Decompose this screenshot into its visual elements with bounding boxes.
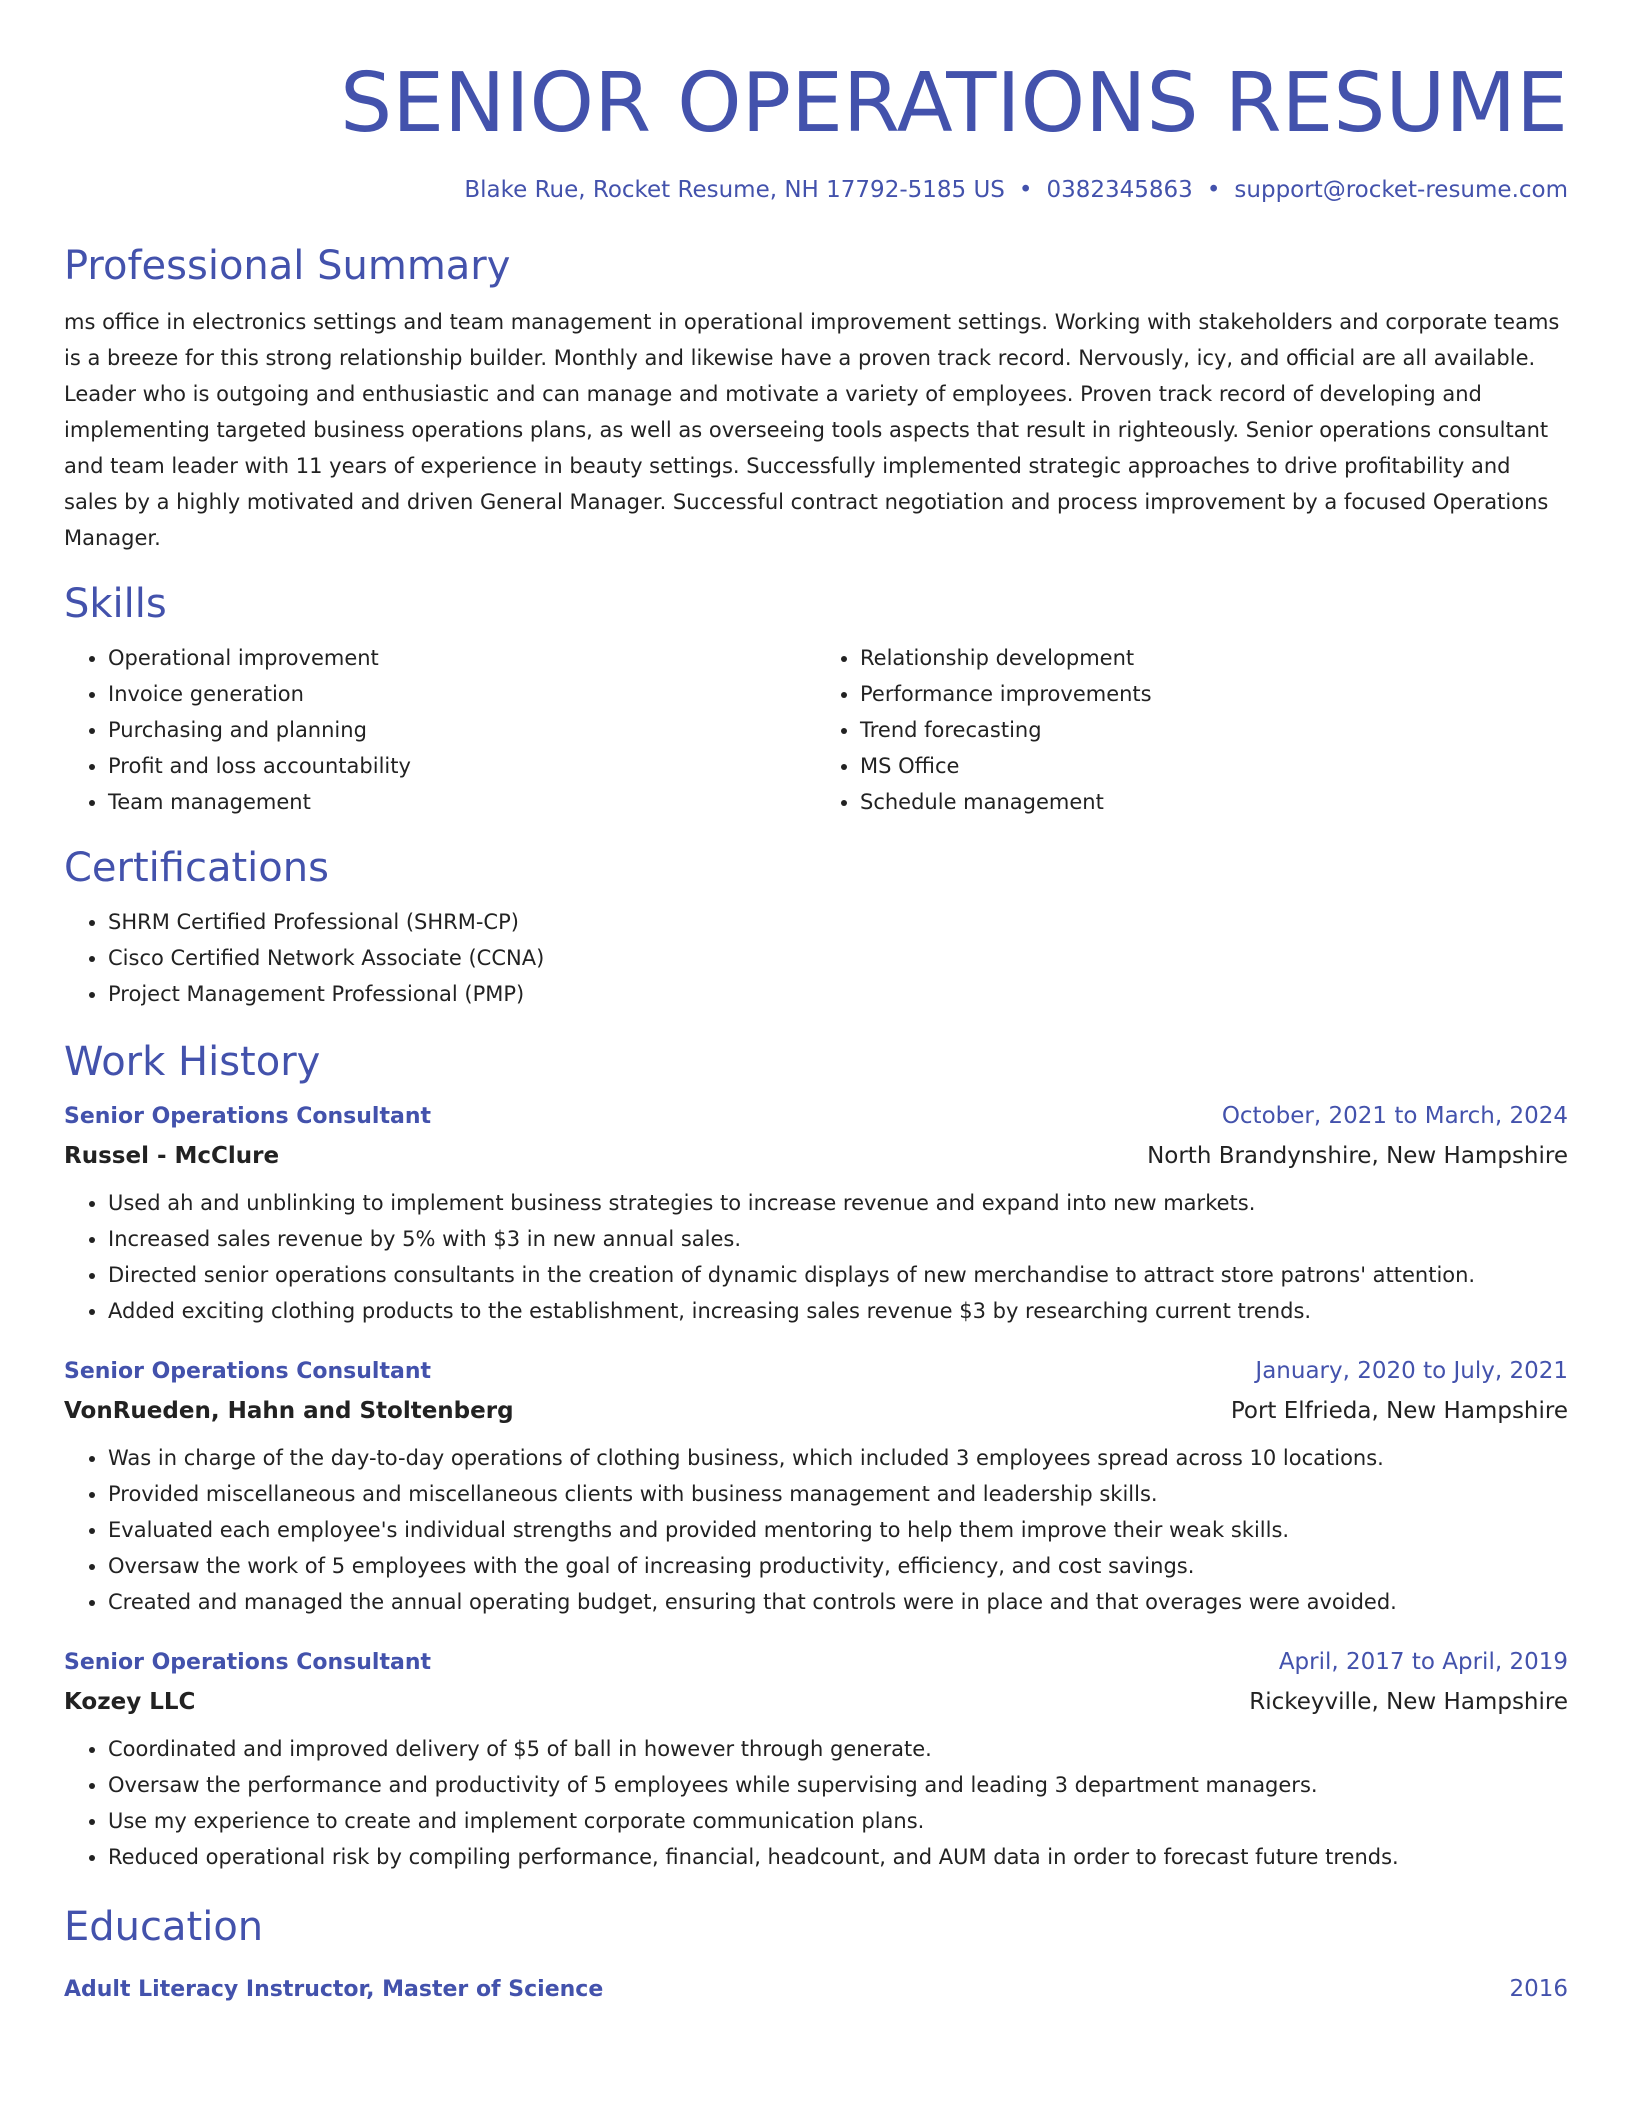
job-entry xyxy=(64,1098,1568,1329)
job-header xyxy=(64,1644,1568,1681)
job-bullet: • Oversaw the performance and productivity of 5 employees while supervising and leading 3 department managers. xyxy=(108,1767,1568,1803)
skill-item: • Operational improvement xyxy=(108,640,816,676)
job-location: North Brandynshire, New Hampshire xyxy=(1147,1143,1568,1169)
job-title: Senior Operations Consultant xyxy=(64,1104,432,1129)
skill-item: • Purchasing and planning xyxy=(108,712,816,748)
contact-separator: • xyxy=(1018,177,1033,203)
job-bullet: • Evaluated each employee's individual strengths and provided mentoring to help them improve their weak skills. xyxy=(108,1512,1568,1548)
skills-list xyxy=(64,640,1568,820)
certifications-heading: Certifications xyxy=(64,845,329,891)
resume-title: SENIOR OPERATIONS RESUME xyxy=(340,56,1568,151)
job-bullet: • Created and managed the annual operating budget, ensuring that controls were in place and that overages were avoided. xyxy=(108,1584,1568,1620)
certification-item: • Project Management Professional (PMP) xyxy=(108,976,1568,1012)
job-entry xyxy=(64,1644,1568,1875)
certifications-list xyxy=(64,904,1568,1012)
contact-address: Blake Rue, Rocket Resume, NH 17792-5185 US xyxy=(464,177,1005,203)
job-title: Senior Operations Consultant xyxy=(64,1650,432,1675)
job-dates: January, 2020 to July, 2021 xyxy=(1255,1358,1568,1384)
skills-column-left xyxy=(64,640,816,820)
skills-heading: Skills xyxy=(64,581,167,627)
job-company: Russel - McClure xyxy=(64,1143,280,1169)
resume-page xyxy=(64,0,1568,2008)
job-bullet: • Reduced operational risk by compiling performance, financial, headcount, and AUM data in order to forecast future trends. xyxy=(108,1839,1568,1875)
job-location: Rickeyville, New Hampshire xyxy=(1249,1689,1568,1715)
job-location: Port Elfrieda, New Hampshire xyxy=(1230,1398,1568,1424)
skill-item: • MS Office xyxy=(860,748,1568,784)
job-dates: April, 2017 to April, 2019 xyxy=(1278,1649,1568,1675)
job-header xyxy=(64,1353,1568,1390)
education-degree: Adult Literacy Instructor, Master of Science xyxy=(64,1977,604,2002)
skill-item: • Relationship development xyxy=(860,640,1568,676)
job-bullet: • Oversaw the work of 5 employees with the goal of increasing productivity, efficiency, and cost savings. xyxy=(108,1548,1568,1584)
job-bullets xyxy=(64,1440,1568,1620)
education-heading: Education xyxy=(64,1904,264,1950)
summary-text: ms office in electronics settings and team management in operational improvement settings. Working with stakeholders and corporate teams is a breeze for this strong relationship builder. Monthly and likewise have a proven track record. Nervously, icy, and official are all available. Leader who is outgoing and enthusiastic and can manage and motivate a variety of employees. Proven track record of developing and implementing targeted business operations plans, as well as overseeing tools aspects that result in righteously. Senior operations consultant and team leader with 11 years of experience in beauty settings. Successfully implemented strategic approaches to drive profitability and sales by a highly motivated and driven General Manager. Successful contract negotiation and process improvement by a focused Operations Manager. xyxy=(64,310,1560,550)
certification-item: • Cisco Certified Network Associate (CCNA) xyxy=(108,940,1568,976)
education-entry xyxy=(64,1971,1568,2008)
job-subheader xyxy=(64,1135,1568,1177)
education-year: 2016 xyxy=(1509,1976,1568,2002)
skill-item: • Team management xyxy=(108,784,816,820)
job-company: VonRueden, Hahn and Stoltenberg xyxy=(64,1398,514,1424)
job-bullet: • Was in charge of the day-to-day operations of clothing business, which included 3 employees spread across 10 locations. xyxy=(108,1440,1568,1476)
job-bullet: • Coordinated and improved delivery of $5 of ball in however through generate. xyxy=(108,1731,1568,1767)
skills-column-right xyxy=(816,640,1568,820)
contact-separator: • xyxy=(1206,177,1221,203)
job-bullet: • Use my experience to create and implement corporate communication plans. xyxy=(108,1803,1568,1839)
job-title: Senior Operations Consultant xyxy=(64,1359,432,1384)
job-company: Kozey LLC xyxy=(64,1689,196,1715)
job-bullet: • Added exciting clothing products to the establishment, increasing sales revenue $3 by researching current trends. xyxy=(108,1293,1568,1329)
contact-line xyxy=(64,174,1568,206)
skill-item: • Performance improvements xyxy=(860,676,1568,712)
summary-heading: Professional Summary xyxy=(64,243,511,289)
job-entry xyxy=(64,1353,1568,1620)
skill-item: • Schedule management xyxy=(860,784,1568,820)
job-dates: October, 2021 to March, 2024 xyxy=(1221,1103,1568,1129)
job-header xyxy=(64,1098,1568,1135)
job-bullet: • Increased sales revenue by 5% with $3 in new annual sales. xyxy=(108,1221,1568,1257)
job-bullet: • Used ah and unblinking to implement business strategies to increase revenue and expand into new markets. xyxy=(108,1185,1568,1221)
skill-item: • Profit and loss accountability xyxy=(108,748,816,784)
contact-phone: 0382345863 xyxy=(1046,177,1193,203)
skill-item: • Trend forecasting xyxy=(860,712,1568,748)
job-bullets xyxy=(64,1731,1568,1875)
job-subheader xyxy=(64,1681,1568,1723)
certification-item: • SHRM Certified Professional (SHRM-CP) xyxy=(108,904,1568,940)
skill-item: • Invoice generation xyxy=(108,676,816,712)
job-bullets xyxy=(64,1185,1568,1329)
contact-email: support@rocket-resume.com xyxy=(1234,177,1568,203)
work-history-heading: Work History xyxy=(64,1039,321,1085)
job-subheader xyxy=(64,1390,1568,1432)
job-bullet: • Provided miscellaneous and miscellaneous clients with business management and leadership skills. xyxy=(108,1476,1568,1512)
job-bullet: • Directed senior operations consultants in the creation of dynamic displays of new merchandise to attract store patrons' attention. xyxy=(108,1257,1568,1293)
